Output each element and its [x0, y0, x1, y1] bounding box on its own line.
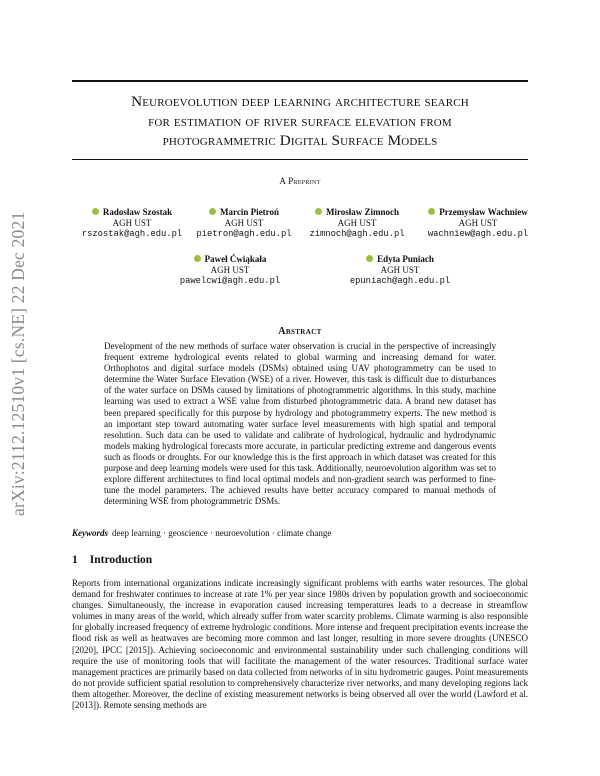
- paper-title: [72, 92, 528, 151]
- introduction-text: Reports from international organizations indicate increasingly significant problems with earths water resources. The global demand for freshwater continues to increase at rate 1% per year since 1980s driven by population growth and socioeconomic changes. Simultaneously, the increase in evaporation caused increasing temperatures leads to a decrease in streamflow volumes in many areas of the world, which already suffer from water scarcity problems. Climate warming is also responsible for globally increased frequency of extreme hydrologic conditions. More intense and frequent precipitation events increase the flood risk as well as heatwaves are becoming more common and last longer, resulting in more severe droughts (UNESCO [2020], IPCC [2015]). Achieving socioeconomic and environmental sustainability under such challenging conditions will require the use of monitoring tools that will facilitate the management of the water resources. Traditional surface water management practices are primarily based on data collected from networks of in situ hydrometric gauges. Point measurements do not provide sufficient spatial resolution to comprehensively characterize river networks, and many developing regions lack them altogether. Moreover, the decline of existing measurement networks is being observed all over the world (Lawford et al. [2013]). Remote sensing methods are: [72, 578, 528, 711]
- keywords: [72, 528, 528, 538]
- orcid-icon[interactable]: [194, 255, 201, 262]
- author-email[interactable]: pawelcwi@agh.edu.pl: [179, 276, 281, 286]
- author-name: Paweł Ćwiąkała: [204, 254, 267, 264]
- title-rule-top: [72, 80, 528, 82]
- author-block: [330, 254, 470, 287]
- author-name: Mirosław Zimnoch: [325, 207, 400, 217]
- author-name: Marcin Pietroń: [220, 207, 279, 217]
- author-block: [160, 254, 300, 287]
- arxiv-identifier: arXiv:2112.12510v1 [cs.NE] 22 Dec 2021: [8, 211, 28, 516]
- author-block: [76, 207, 188, 240]
- keywords-list: deep learning · geoscience · neuroevolution · climate change: [112, 528, 332, 538]
- author-email[interactable]: pietron@agh.edu.pl: [196, 229, 292, 239]
- author-block: [189, 207, 299, 240]
- title-line-3: photogrammetric Digital Surface Models: [162, 132, 438, 149]
- author-name: Radosław Szostak: [102, 207, 173, 217]
- author-affiliation: AGH UST: [458, 218, 498, 228]
- author-email[interactable]: epuniach@agh.edu.pl: [349, 276, 451, 286]
- section-number: 1: [72, 554, 78, 566]
- author-affiliation: AGH UST: [380, 265, 420, 275]
- abstract-heading: Abstract: [278, 326, 322, 337]
- author-affiliation: AGH UST: [224, 218, 264, 228]
- orcid-icon[interactable]: [209, 208, 216, 215]
- author-email[interactable]: wachniew@agh.edu.pl: [427, 229, 529, 239]
- author-block: [413, 207, 543, 240]
- preprint-label: A Preprint: [279, 176, 321, 186]
- title-line-1: Neuroevolution deep learning architecture search: [131, 93, 469, 110]
- abstract-text: Development of the new methods of surface water observation is crucial in the perspective of increasingly frequent extreme hydrological events related to global warming and increasing demand for water. Orthophotos and digital surface models (DSMs) obtained using UAV photogrammetry can be used to determine the Water Surface Elevation (WSE) of a river. However, this task is difficult due to disturbances of the water surface on DSMs caused by limitations of photogrammetric algorithms. In this study, machine learning was used to extract a WSE value from disturbed photogrammetric data. A brand new dataset has been prepared specifically for this purpose by hydrology and photogrammetry experts. The new method is an important step toward automating water surface level measurements with high spatial and temporal resolution. Such data can be used to validate and calibrate of hydrological, hydraulic and hydrodynamic models making hydrological forecasts more accurate, in particular predicting extreme and dangerous events such as floods or droughts. For our knowledge this is the first approach in which dataset was created for this purpose and deep learning models were used for this task. Additionally, neuroevolution algorithm was set to explore different architectures to find local optimal models and non-gradient search was performed to fine-tune the model parameters. The achieved results have better accuracy compared to manual methods of determining WSE from photogrammetric DSMs.: [104, 341, 496, 507]
- title-rule-bottom: [72, 159, 528, 160]
- author-affiliation: AGH UST: [337, 218, 377, 228]
- keywords-label: Keywords: [72, 528, 108, 538]
- orcid-icon[interactable]: [428, 208, 435, 215]
- author-name: Przemysław Wachniew: [439, 207, 528, 217]
- author-email[interactable]: zimnoch@agh.edu.pl: [309, 229, 405, 239]
- orcid-icon[interactable]: [366, 255, 373, 262]
- orcid-icon[interactable]: [92, 208, 99, 215]
- author-affiliation: AGH UST: [210, 265, 250, 275]
- title-line-2: for estimation of river surface elevation from: [148, 112, 452, 130]
- author-block: [301, 207, 413, 240]
- orcid-icon[interactable]: [315, 208, 322, 215]
- author-affiliation: AGH UST: [112, 218, 152, 228]
- author-email[interactable]: rszostak@agh.edu.pl: [81, 229, 183, 239]
- section-title: Introduction: [89, 554, 153, 566]
- section-heading-introduction: [72, 554, 152, 566]
- author-name: Edyta Puniach: [377, 254, 434, 264]
